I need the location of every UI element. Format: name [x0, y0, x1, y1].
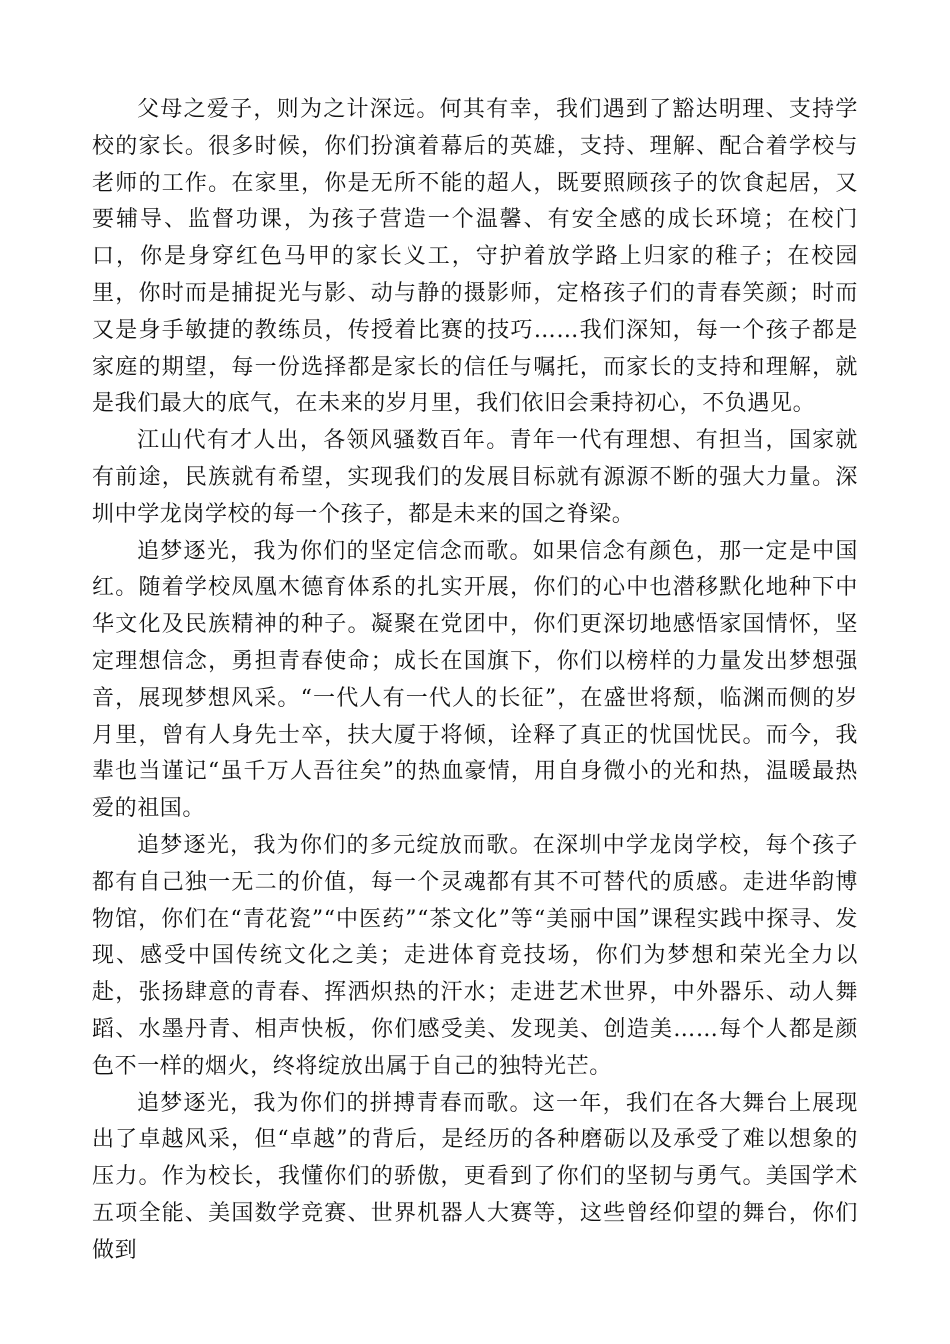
paragraph-belief: 追梦逐光，我为你们的坚定信念而歌。如果信念有颜色，那一定是中国红。随着学校凤凰木德育体系的扎实开展，你们的心中也潜移默化地种下中华文化及民族精神的种子。凝聚在党团中，你们更深切地感悟家国情怀，坚定理想信念，勇担青春使命；成长在国旗下，你们以榜样的力量发出梦想强音，展现梦想风采。“一代人有一代人的长征”，在盛世将颓，临渊而侧的岁月里，曾有人身先士卒，扶大厦于将倾，诠释了真正的忧国忧民。而今，我辈也当谨记“虽千万人吾往矣”的热血豪情，用自身微小的光和热，温暖最热爱的祖国。 [92, 538, 858, 822]
paragraph-struggle: 追梦逐光，我为你们的拼搏青春而歌。这一年，我们在各大舞台上展现出了卓越风采，但“卓越”的背后，是经历的各种磨砺以及承受了难以想象的压力。作为校长，我懂你们的骄傲，更看到了你们的坚韧与勇气。美国学术五项全能、美国数学竞赛、世界机器人大赛等，这些曾经仰望的舞台，你们做到 [92, 1090, 858, 1263]
paragraph-diversity: 追梦逐光，我为你们的多元绽放而歌。在深圳中学龙岗学校，每个孩子都有自己独一无二的价值，每一个灵魂都有其不可替代的质感。走进华韵博物馆，你们在“青花瓷”“中医药”“茶文化”等“美丽中国”课程实践中探寻、发现、感受中国传统文化之美；走进体育竞技场，你们为梦想和荣光全力以赴，张扬肆意的青春、挥洒炽热的汗水；走进艺术世界，中外器乐、动人舞蹈、水墨丹青、相声快板，你们感受美、发现美、创造美……每个人都是颜色不一样的烟火，终将绽放出属于自己的独特光芒。 [92, 832, 858, 1079]
paragraph-talent: 江山代有才人出，各领风骚数百年。青年一代有理想、有担当，国家就有前途，民族就有希望，实现我们的发展目标就有源源不断的强大力量。深圳中学龙岗学校的每一个孩子，都是未来的国之脊梁。 [92, 428, 858, 527]
body-text [92, 92, 858, 1270]
paragraph-parents: 父母之爱子，则为之计深远。何其有幸，我们遇到了豁达明理、支持学校的家长。很多时候，你们扮演着幕后的英雄，支持、理解、配合着学校与老师的工作。在家里，你是无所不能的超人，既要照顾孩子的饮食起居，又要辅导、监督功课，为孩子营造一个温馨、有安全感的成长环境；在校门口，你是身穿红色马甲的家长义工，守护着放学路上归家的稚子；在校园里，你时而是捕捉光与影、动与静的摄影师，定格孩子们的青春笑颜；时而又是身手敏捷的教练员，传授着比赛的技巧……我们深知，每一个孩子都是家庭的期望，每一份选择都是家长的信任与嘱托，而家长的支持和理解，就是我们最大的底气，在未来的岁月里，我们依旧会秉持初心，不负遇见。 [92, 97, 858, 417]
